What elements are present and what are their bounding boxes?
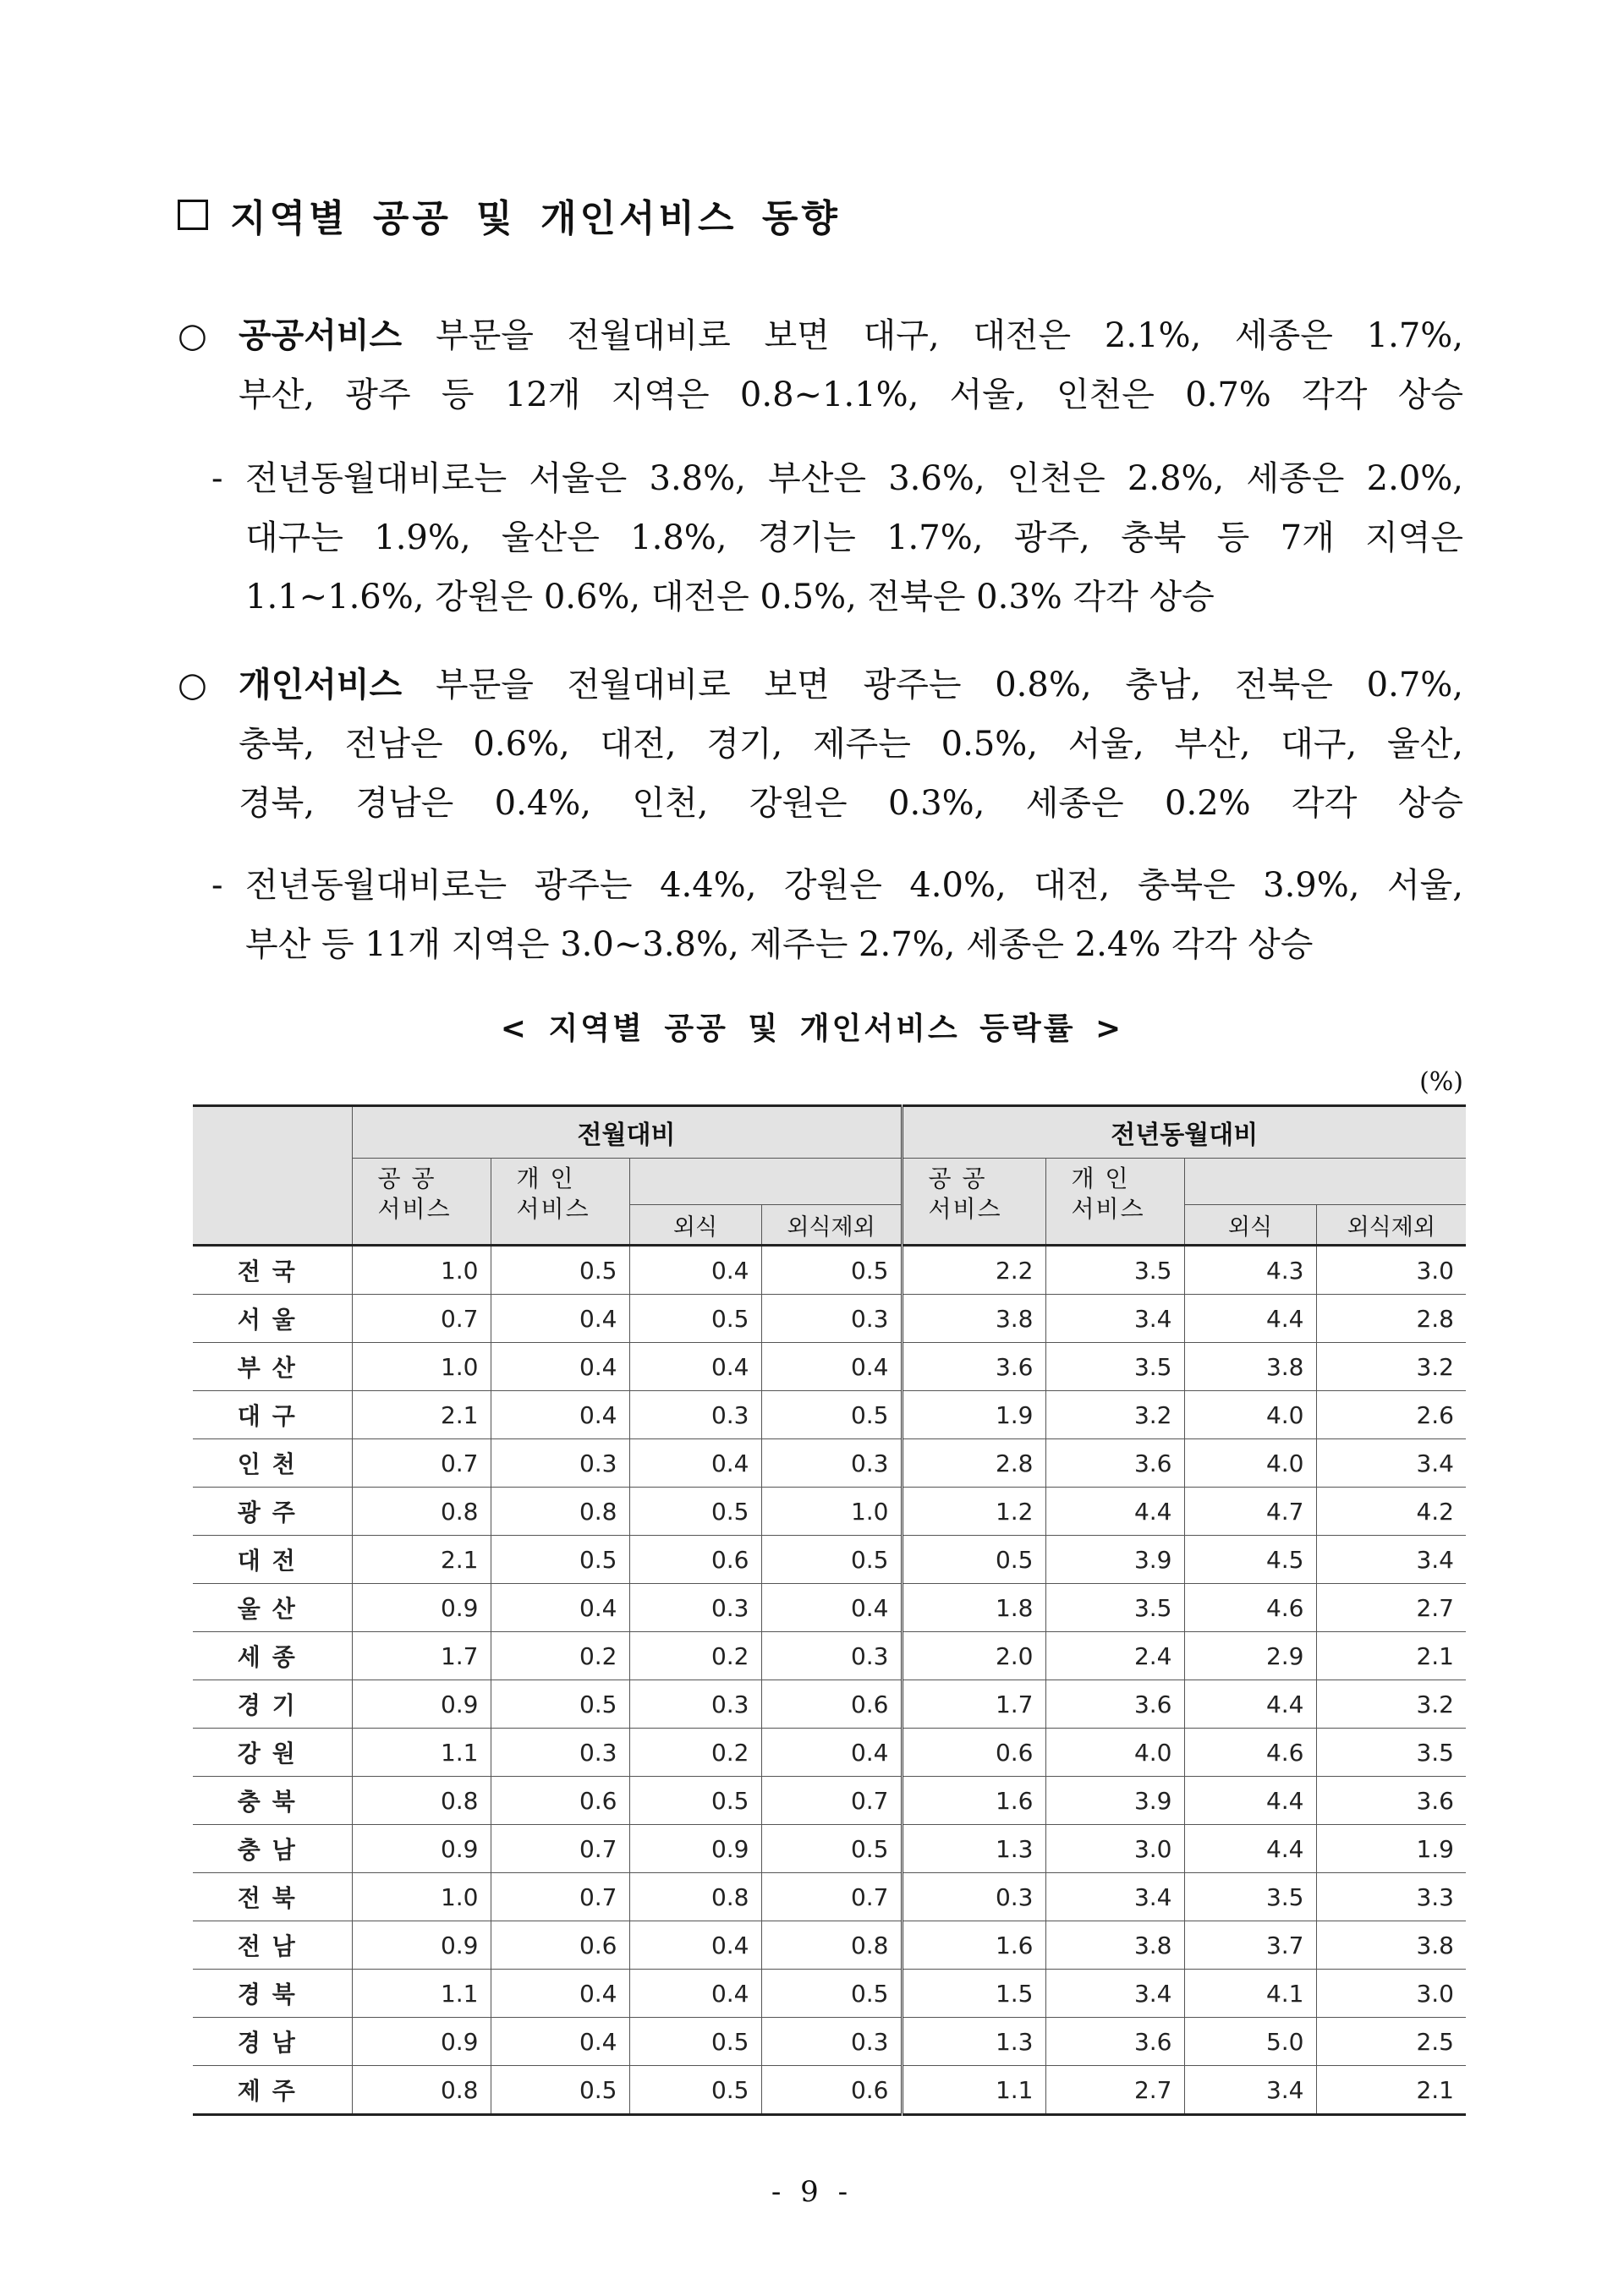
table-cell: 4.5 (1184, 1536, 1316, 1584)
table-cell: 0.3 (761, 1295, 902, 1343)
row-region-label: 대구 (193, 1391, 352, 1439)
table-cell: 1.7 (902, 1680, 1045, 1729)
table-corner (193, 1106, 352, 1246)
table-cell: 2.8 (1316, 1295, 1466, 1343)
table-cell: 2.5 (1316, 2018, 1466, 2066)
table-cell: 0.5 (761, 1391, 902, 1439)
table-cell: 0.7 (352, 1439, 491, 1488)
table-body (193, 1246, 1466, 2115)
sub-public-line1: 전년동월대비로는 서울은 3.8%, 부산은 3.6%, 인천은 2.8%, 세종은 2.0%, (245, 459, 1463, 498)
table-cell: 0.3 (491, 1729, 629, 1777)
table-cell: 3.8 (1184, 1343, 1316, 1391)
table-cell: 0.9 (629, 1825, 761, 1873)
row-region-label: 전북 (193, 1873, 352, 1921)
table-cell: 0.4 (629, 1246, 761, 1295)
table-cell: 1.0 (352, 1343, 491, 1391)
table-cell: 3.5 (1045, 1246, 1184, 1295)
table-cell: 4.0 (1045, 1729, 1184, 1777)
table-cell: 0.5 (761, 1246, 902, 1295)
table-cell: 0.4 (491, 1584, 629, 1632)
row-region-label: 충남 (193, 1825, 352, 1873)
table-cell: 0.4 (629, 1343, 761, 1391)
table-cell: 0.4 (629, 1970, 761, 2018)
table-cell: 0.5 (491, 1536, 629, 1584)
table-cell: 1.1 (352, 1970, 491, 2018)
circle-bullet-icon: ○ (178, 666, 207, 704)
table-cell: 3.0 (1316, 1246, 1466, 1295)
row-region-label: 부산 (193, 1343, 352, 1391)
table-cell: 2.1 (1316, 2066, 1466, 2115)
table-cell: 1.8 (902, 1584, 1045, 1632)
row-region-label: 세종 (193, 1632, 352, 1680)
bullet-private-line1 (239, 655, 1463, 715)
table-row (193, 1584, 1466, 1632)
table-cell: 4.3 (1184, 1246, 1316, 1295)
header-excl-dining-mom: 외식제외 (761, 1205, 902, 1246)
table-cell: 0.7 (761, 1777, 902, 1825)
table-cell: 1.9 (1316, 1825, 1466, 1873)
table-cell: 0.5 (491, 2066, 629, 2115)
table-cell: 3.4 (1316, 1439, 1466, 1488)
row-region-label: 제주 (193, 2066, 352, 2115)
table-row (193, 1246, 1466, 1295)
bullet-private-line2: 충북, 전남은 0.6%, 대전, 경기, 제주는 0.5%, 서울, 부산, 대구, 울산, (239, 725, 1463, 764)
row-region-label: 경기 (193, 1680, 352, 1729)
table-cell: 3.5 (1316, 1729, 1466, 1777)
header-dining-mom: 외식 (629, 1205, 761, 1246)
table-row (193, 2066, 1466, 2115)
table-cell: 0.3 (761, 1439, 902, 1488)
table-cell: 3.9 (1045, 1777, 1184, 1825)
header-year-on-year: 전년동월대비 (902, 1106, 1466, 1159)
table-cell: 3.6 (1316, 1777, 1466, 1825)
table-cell: 1.6 (902, 1777, 1045, 1825)
table-cell: 0.4 (761, 1729, 902, 1777)
table-cell: 0.4 (491, 1970, 629, 2018)
table-row (193, 1391, 1466, 1439)
table-row (193, 1777, 1466, 1825)
dash-bullet-icon: - (211, 866, 223, 905)
table-cell: 0.8 (352, 2066, 491, 2115)
table-cell: 0.2 (491, 1632, 629, 1680)
row-region-label: 경북 (193, 1970, 352, 2018)
row-region-label: 경남 (193, 2018, 352, 2066)
table-cell: 0.8 (629, 1873, 761, 1921)
table-row (193, 1295, 1466, 1343)
header-public-service-yoy: 공 공 서비스 (902, 1159, 1045, 1246)
table-cell: 0.3 (902, 1873, 1045, 1921)
table-row (193, 2018, 1466, 2066)
table-cell: 0.6 (902, 1729, 1045, 1777)
table-cell: 2.1 (1316, 1632, 1466, 1680)
table-cell: 0.5 (629, 1295, 761, 1343)
table-cell: 2.0 (902, 1632, 1045, 1680)
circle-bullet-icon: ○ (178, 316, 207, 355)
section-heading-text: 지역별 공공 및 개인서비스 동향 (230, 197, 841, 240)
table-cell: 1.2 (902, 1488, 1045, 1536)
table-cell: 0.6 (761, 2066, 902, 2115)
table-cell: 3.6 (1045, 1680, 1184, 1729)
table-cell: 3.9 (1045, 1536, 1184, 1584)
table-cell: 4.4 (1184, 1680, 1316, 1729)
table-cell: 4.6 (1184, 1729, 1316, 1777)
header-blank-yoy (1184, 1159, 1466, 1205)
table-cell: 0.5 (629, 2066, 761, 2115)
table-cell: 3.3 (1316, 1873, 1466, 1921)
checkbox-square-icon (178, 200, 208, 230)
table-cell: 0.3 (629, 1680, 761, 1729)
row-region-label: 전국 (193, 1246, 352, 1295)
table-cell: 0.4 (761, 1343, 902, 1391)
sub-public-service (211, 449, 1463, 627)
table-cell: 2.1 (352, 1391, 491, 1439)
table-cell: 0.4 (491, 1343, 629, 1391)
table-cell: 0.3 (629, 1391, 761, 1439)
table-cell: 0.5 (761, 1970, 902, 2018)
table-cell: 3.8 (902, 1295, 1045, 1343)
table-row (193, 1488, 1466, 1536)
table-cell: 4.4 (1045, 1488, 1184, 1536)
table-cell: 2.1 (352, 1536, 491, 1584)
table-cell: 0.6 (491, 1777, 629, 1825)
table-cell: 0.3 (629, 1584, 761, 1632)
table-cell: 2.9 (1184, 1632, 1316, 1680)
table-cell: 0.3 (761, 1632, 902, 1680)
table-cell: 0.8 (761, 1921, 902, 1970)
table-cell: 0.5 (629, 1777, 761, 1825)
table-cell: 4.4 (1184, 1777, 1316, 1825)
table-cell: 2.4 (1045, 1632, 1184, 1680)
table-cell: 3.5 (1184, 1873, 1316, 1921)
table-cell: 1.5 (902, 1970, 1045, 2018)
table-cell: 0.4 (629, 1921, 761, 1970)
table-row (193, 1536, 1466, 1584)
table-cell: 3.5 (1045, 1343, 1184, 1391)
table-row (193, 1439, 1466, 1488)
table-cell: 3.4 (1184, 2066, 1316, 2115)
table-cell: 0.4 (491, 2018, 629, 2066)
table-cell: 0.2 (629, 1632, 761, 1680)
table-cell: 0.8 (491, 1488, 629, 1536)
row-region-label: 강원 (193, 1729, 352, 1777)
row-region-label: 충북 (193, 1777, 352, 1825)
sub-private-line2: 부산 등 11개 지역은 3.0~3.8%, 제주는 2.7%, 세종은 2.4% 각각 상승 (245, 925, 1314, 964)
table-cell: 3.0 (1045, 1825, 1184, 1873)
table-row (193, 1632, 1466, 1680)
table-cell: 2.2 (902, 1246, 1045, 1295)
header-public-service-mom: 공 공 서비스 (352, 1159, 491, 1246)
table-cell: 1.1 (902, 2066, 1045, 2115)
bullet-public-service (178, 306, 1463, 425)
table-cell: 1.9 (902, 1391, 1045, 1439)
table-cell: 4.7 (1184, 1488, 1316, 1536)
table-cell: 0.7 (491, 1873, 629, 1921)
table-cell: 0.3 (491, 1439, 629, 1488)
header-private-service-yoy: 개 인 서비스 (1045, 1159, 1184, 1246)
table-cell: 0.7 (352, 1295, 491, 1343)
table-cell: 0.6 (629, 1536, 761, 1584)
table-cell: 3.2 (1316, 1680, 1466, 1729)
table-cell: 1.6 (902, 1921, 1045, 1970)
row-region-label: 대전 (193, 1536, 352, 1584)
table-cell: 3.6 (902, 1343, 1045, 1391)
table-cell: 0.7 (761, 1873, 902, 1921)
table-cell: 3.4 (1045, 1295, 1184, 1343)
table-cell: 3.2 (1045, 1391, 1184, 1439)
table-cell: 0.4 (629, 1439, 761, 1488)
table-cell: 0.9 (352, 1584, 491, 1632)
table-row (193, 1921, 1466, 1970)
table-cell: 4.0 (1184, 1391, 1316, 1439)
row-region-label: 인천 (193, 1439, 352, 1488)
table-unit: (%) (1419, 1067, 1463, 1097)
table-cell: 0.5 (902, 1536, 1045, 1584)
table-cell: 0.5 (629, 1488, 761, 1536)
header-blank-mom (629, 1159, 902, 1205)
table-cell: 0.5 (629, 2018, 761, 2066)
sub-private-line1: 전년동월대비로는 광주는 4.4%, 강원은 4.0%, 대전, 충북은 3.9%, 서울, (245, 866, 1463, 905)
bullet-private-service (178, 655, 1463, 833)
bullet-public-line1-text: 부문을 전월대비로 보면 대구, 대전은 2.1%, 세종은 1.7%, (402, 316, 1463, 355)
bullet-public-line1 (239, 306, 1463, 365)
table-cell: 3.4 (1045, 1873, 1184, 1921)
table-row (193, 1873, 1466, 1921)
bullet-private-line3: 경북, 경남은 0.4%, 인천, 강원은 0.3%, 세종은 0.2% 각각 상승 (239, 784, 1463, 823)
table-cell: 4.4 (1184, 1825, 1316, 1873)
table-cell: 0.5 (491, 1246, 629, 1295)
table-cell: 0.9 (352, 1921, 491, 1970)
table-row (193, 1825, 1466, 1873)
table-cell: 3.2 (1316, 1343, 1466, 1391)
header-month-on-month: 전월대비 (352, 1106, 902, 1159)
table-cell: 0.5 (491, 1680, 629, 1729)
table-cell: 4.2 (1316, 1488, 1466, 1536)
table-cell: 0.2 (629, 1729, 761, 1777)
sub-public-line3: 1.1~1.6%, 강원은 0.6%, 대전은 0.5%, 전북은 0.3% 각각 상승 (245, 578, 1215, 616)
table-cell: 3.0 (1316, 1970, 1466, 2018)
table-row (193, 1970, 1466, 2018)
table-cell: 0.8 (352, 1488, 491, 1536)
header-excl-dining-yoy: 외식제외 (1316, 1205, 1466, 1246)
table-cell: 3.7 (1184, 1921, 1316, 1970)
table-cell: 1.0 (761, 1488, 902, 1536)
table-cell: 3.5 (1045, 1584, 1184, 1632)
table-cell: 4.6 (1184, 1584, 1316, 1632)
table-cell: 5.0 (1184, 2018, 1316, 2066)
table-cell: 3.6 (1045, 2018, 1184, 2066)
table-cell: 0.9 (352, 2018, 491, 2066)
table-cell: 3.8 (1316, 1921, 1466, 1970)
table-cell: 1.0 (352, 1873, 491, 1921)
table-cell: 0.8 (352, 1777, 491, 1825)
table-cell: 3.4 (1045, 1970, 1184, 2018)
row-region-label: 전남 (193, 1921, 352, 1970)
table-cell: 1.1 (352, 1729, 491, 1777)
table-cell: 2.8 (902, 1439, 1045, 1488)
table-cell: 2.7 (1316, 1584, 1466, 1632)
table-cell: 4.1 (1184, 1970, 1316, 2018)
table-cell: 0.4 (491, 1391, 629, 1439)
bullet-public-line2: 부산, 광주 등 12개 지역은 0.8~1.1%, 서울, 인천은 0.7% 각각 상승 (239, 375, 1463, 414)
table-cell: 1.3 (902, 2018, 1045, 2066)
bullet-private-bold: 개인서비스 (239, 666, 403, 704)
bullet-public-bold: 공공서비스 (239, 316, 403, 355)
table-cell: 2.6 (1316, 1391, 1466, 1439)
bullet-private-line1-text: 부문을 전월대비로 보면 광주는 0.8%, 충남, 전북은 0.7%, (402, 666, 1463, 704)
row-region-label: 서울 (193, 1295, 352, 1343)
table-cell: 4.0 (1184, 1439, 1316, 1488)
row-region-label: 광주 (193, 1488, 352, 1536)
dash-bullet-icon: - (211, 459, 223, 498)
table-cell: 4.4 (1184, 1295, 1316, 1343)
sub-public-line2: 대구는 1.9%, 울산은 1.8%, 경기는 1.7%, 광주, 충북 등 7개 지역은 (245, 518, 1463, 557)
header-private-service-mom: 개 인 서비스 (491, 1159, 629, 1246)
section-heading (178, 188, 841, 242)
table-cell: 0.9 (352, 1825, 491, 1873)
regional-service-table (193, 1104, 1466, 2116)
table-cell: 3.6 (1045, 1439, 1184, 1488)
table-cell: 0.6 (491, 1921, 629, 1970)
table-cell: 0.5 (761, 1825, 902, 1873)
table-cell: 0.4 (761, 1584, 902, 1632)
table-caption: < 지역별 공공 및 개인서비스 등락률 > (500, 1011, 1124, 1046)
table-row (193, 1343, 1466, 1391)
table-cell: 0.9 (352, 1680, 491, 1729)
table-cell: 0.4 (491, 1295, 629, 1343)
sub-private-service (211, 856, 1463, 974)
row-region-label: 울산 (193, 1584, 352, 1632)
table-cell: 1.3 (902, 1825, 1045, 1873)
table-cell: 0.5 (761, 1536, 902, 1584)
table-row (193, 1680, 1466, 1729)
table-row (193, 1729, 1466, 1777)
table-cell: 0.3 (761, 2018, 902, 2066)
table-cell: 2.7 (1045, 2066, 1184, 2115)
table-cell: 3.4 (1316, 1536, 1466, 1584)
table-cell: 1.7 (352, 1632, 491, 1680)
header-dining-yoy: 외식 (1184, 1205, 1316, 1246)
table-cell: 0.6 (761, 1680, 902, 1729)
page-number: - 9 - (771, 2175, 853, 2209)
table-cell: 1.0 (352, 1246, 491, 1295)
table-cell: 0.7 (491, 1825, 629, 1873)
table-cell: 3.8 (1045, 1921, 1184, 1970)
